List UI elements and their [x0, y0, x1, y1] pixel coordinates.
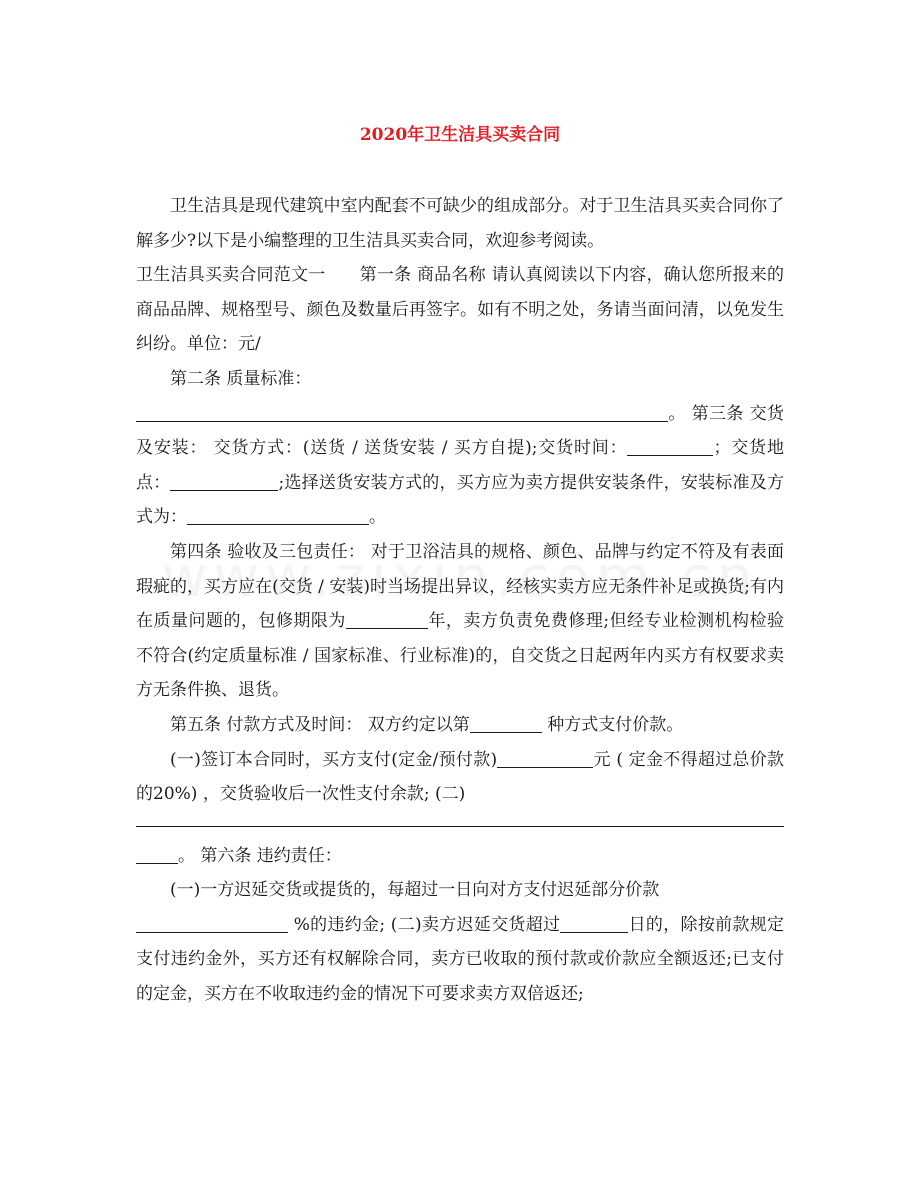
payment-method-blank[interactable] [470, 715, 542, 733]
payment-2-blank-end[interactable] [136, 846, 178, 864]
penalty-rate-blank[interactable] [136, 915, 288, 933]
article-6-paragraph [136, 839, 784, 874]
article-1-text: 第一条 商品名称 请认真阅读以下内容，确认您所报来的商品品牌、规格型号、颜色及数量后再签字。如有不明之处，务请当面问清，以免发生纠纷。单位：元/ [136, 265, 784, 355]
violation-1-text-a: (一)一方迟延交货或提货的，每超过一日向对方支付迟延部分价款 [170, 880, 660, 901]
article-3-text-a: 。 第三条 交货及安装： 交货方式：(送货 / 送货安装 / 买方自提);交货时间： [136, 403, 784, 459]
warranty-period-blank[interactable] [346, 611, 428, 629]
payment-1-text-b: 元 ( 定金不得超过总价款的20%) ，交货验收后一次性支付余款; (二) [136, 749, 784, 805]
article-3-text-b: ；交货地点： [136, 438, 785, 493]
payment-2-blank[interactable] [136, 812, 784, 827]
violation-1-continued [136, 908, 784, 1012]
delivery-time-blank[interactable] [627, 438, 713, 456]
intro-paragraph [136, 189, 784, 258]
delay-days-blank[interactable] [560, 915, 628, 933]
article-3-paragraph [136, 397, 784, 535]
installation-standard-blank[interactable] [187, 507, 369, 525]
document-title: 2020年卫生洁具买卖合同 [359, 125, 561, 145]
quality-standard-blank[interactable] [136, 404, 668, 422]
article-4-paragraph [136, 535, 784, 708]
deposit-amount-blank[interactable] [497, 750, 593, 768]
article-6-text: 。 第六条 违约责任： [178, 845, 342, 866]
delivery-place-blank[interactable] [170, 473, 278, 491]
article-1-paragraph [136, 258, 784, 362]
violation-1-text-c: 日的，除按前款规定支付违约金外，买方还有权解除合同，卖方已收取的预付款或价款应全额返还;已支付的定金，买方在不收取违约金的情况下可要求卖方双倍返还; [136, 914, 785, 1005]
payment-1-text-a: (一)签订本合同时，买方支付(定金/预付款) [170, 749, 498, 770]
document-body [136, 189, 784, 1012]
article-4-text-a: 第四条 验收及三包责任： 对于卫浴洁具的规格、颜色、品牌与约定不符及有表面瑕疵的，买方应在(交货 / 安装)时当场提出异议，经核实卖方应无条件补足或换货;有内在质量问题的，包修期限为 [136, 541, 784, 632]
article-3-text-c: ;选择送货安装方式的，买方应为卖方提供安装条件，安装标准及方式为： [136, 472, 784, 528]
violation-1-paragraph [136, 873, 784, 908]
payment-1-paragraph [136, 743, 784, 812]
section-heading: 卫生洁具买卖合同范文一 [136, 265, 326, 286]
article-2-paragraph [136, 362, 784, 397]
intro-text: 卫生洁具是现代建筑中室内配套不可缺少的组成部分。对于卫生洁具买卖合同你了解多少?以下是小编整理的卫生洁具买卖合同，欢迎参考阅读。 [136, 196, 784, 251]
article-2-label: 第二条 质量标准： [170, 368, 312, 389]
article-5-text-a: 第五条 付款方式及时间： 双方约定以第 [170, 714, 470, 735]
article-4-text-b: 年，卖方负责免费修理;但经专业检测机构检验不符合(约定质量标准 / 国家标准、行业标准)的，自交货之日起两年内买方有权要求卖方无条件换、退货。 [136, 611, 784, 701]
article-5-paragraph [136, 708, 784, 743]
article-3-text-d: 。 [369, 507, 386, 528]
violation-1-text-b: %的违约金; (二)卖方迟延交货超过 [288, 914, 561, 935]
article-5-text-b: 种方式支付价款。 [541, 714, 684, 735]
